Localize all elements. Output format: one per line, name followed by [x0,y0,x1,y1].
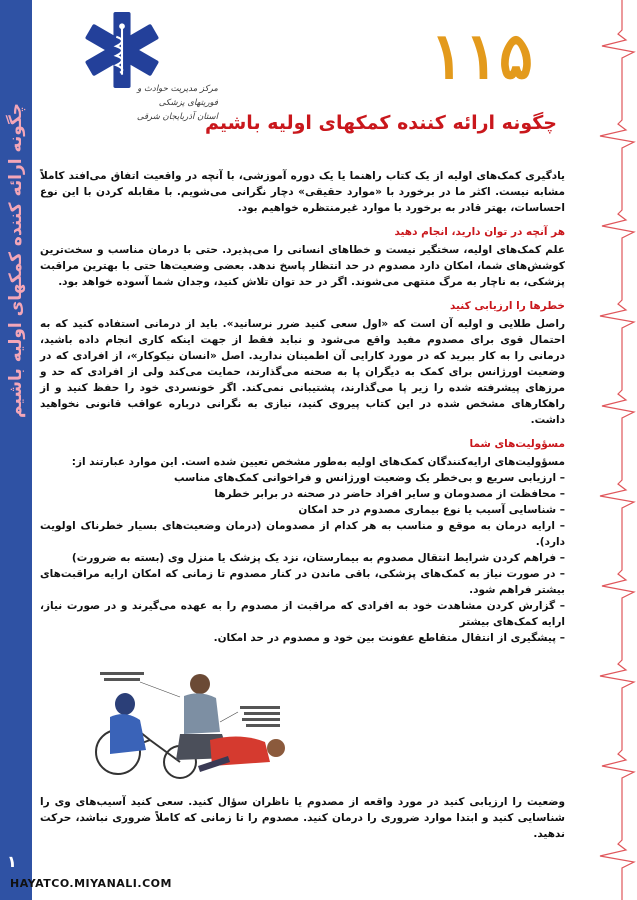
first-aid-illustration [80,662,350,782]
section-heading: مسؤولیت‌های شما [469,438,565,450]
ecg-line-decoration [582,0,637,900]
section-body: مسؤولیت‌های ارایه‌کنندگان کمک‌های اولیه به‌طور مشخص تعیین شده است. این موارد عبارتند از: [71,456,565,468]
side-page-number: ۱ [7,852,17,871]
section-heading: هر آنچه در توان دارید، انجام دهید [394,226,565,238]
section-body: علم کمک‌های اولیه، سختگیر نیست و خطاهای انسانی را می‌پذیرد. حتی با درمان مناسب و سخت‌ترین کوشش‌های شما، امکان دارد مصدوم در حد انتظار پاسخ ندهد. بعضی وضعیت‌ها حتی با بهترین مراقبت پزشکی، به ناچار به مرگ منتهی می‌شوند. اگر در حد توان تلاش کنید، وجدان شما آسوده خواهد بود. [40,244,565,288]
section-heading: خطرها را ارزیابی کنید [449,300,565,312]
list-item: – ارایه درمان به موقع و مناسب به هر کدام از مصدومان (درمان وضعیت‌های بسیار خطرناک اولویت دارد). [40,520,565,548]
list-item: – ارزیابی سریع و بی‌خطر یک وضعیت اورژانس و فراخوانی کمک‌های مناسب [173,472,565,484]
list-item: – محافظت از مصدومان و سایر افراد حاضر در صحنه در برابر خطرها [214,488,565,500]
org-line-1: مرکز مدیریت حوادث و فوریتهای پزشکی [137,84,218,108]
section-body: راصل طلایی و اولیه آن است که «اول سعی کنید ضرر نرسانید». باید از درمانی استفاده کنید که به احتمال قوی برای مصدوم مفید واقع می‌شود و نباید فقط از جهت اینکه کاری انجام داده باشید، درمانی را به کار ببرید که در مورد کارایی آن اطمینان ندارید. اصل «انسان نیکوکار»، از افرادی که در وضعیت اورژانس برای کمک به دیگران پا به صحنه می‌گذارند، حمایت می‌کند ولی از افرادی که حد و مرزهای پیشرفته شده را زیر پا می‌گذارند، پشتیبانی نمی‌کند. اگر خونسردی خود را حفظ کنید و از راهکارهای مشخص شده در این کتاب پیروی کنید، نیازی به نگرانی درباره عواقب قانونی نخواهید داشت. [40,318,565,426]
side-title [0,60,32,460]
intro-paragraph: یادگیری کمک‌های اولیه از یک کتاب راهنما یا یک دوره آموزشی، با آنچه در واقعیت اتفاق می‌افتد کاملاً مشابه نیست. اکثر ما در برخورد با «موارد حقیقی» دچار نگرانی می‌شویم. با مقابله کردن با این نوع احساسات، بهتر قادر به برخورد با موارد غیرمنتظره خواهیم بود. [40,170,565,214]
list-item: – شناسایی آسیب یا نوع بیماری مصدوم در حد امکان [298,504,565,516]
list-item: – در صورت نیاز به کمک‌های پزشکی، باقی ماندن در کنار مصدوم تا زمانی که امکان ارایه مراقبت‌های بیشتر فراهم شود. [40,568,565,596]
main-content [40,168,565,646]
list-item: – گزارش کردن مشاهدت خود به افرادی که مراقبت از مصدوم را به عهده می‌گیرند و در صورت نیاز، ارایه کمک‌های بیشتر [40,600,565,628]
page-title: چگونه ارائه کننده کمکهای اولیه باشیم [204,112,557,134]
star-of-life-logo [84,10,160,90]
website-url: HAYATCO.MIYANALI.COM [10,877,172,890]
list-item: – پیشگیری از انتقال متقاطع عفونت بین خود و مصدوم در حد امکان. [213,632,565,644]
org-line-2: استان آذربایجان شرقی [136,112,218,122]
side-title-text: چگونه ارائه کننده کمکهای اولیه باشیم [6,102,26,418]
list-item: – فراهم کردن شرایط انتقال مصدوم به بیمارستان، نزد یک پزشک یا منزل وی (بسته به ضرورت) [71,552,565,564]
chapter-number: ۱۱۵ [430,19,534,94]
responsibilities-list [40,470,565,646]
closing-paragraph: وضعیت را ارزیابی کنید در مورد واقعه از مصدوم یا ناظران سؤال کنید. سعی کنید آسیب‌های وی را شناسایی کنید و ابتدا موارد ضروری را درمان کنید. مصدوم را تا زمانی که کاملاً ضروری نباشد، حرکت ندهید. [40,796,565,840]
